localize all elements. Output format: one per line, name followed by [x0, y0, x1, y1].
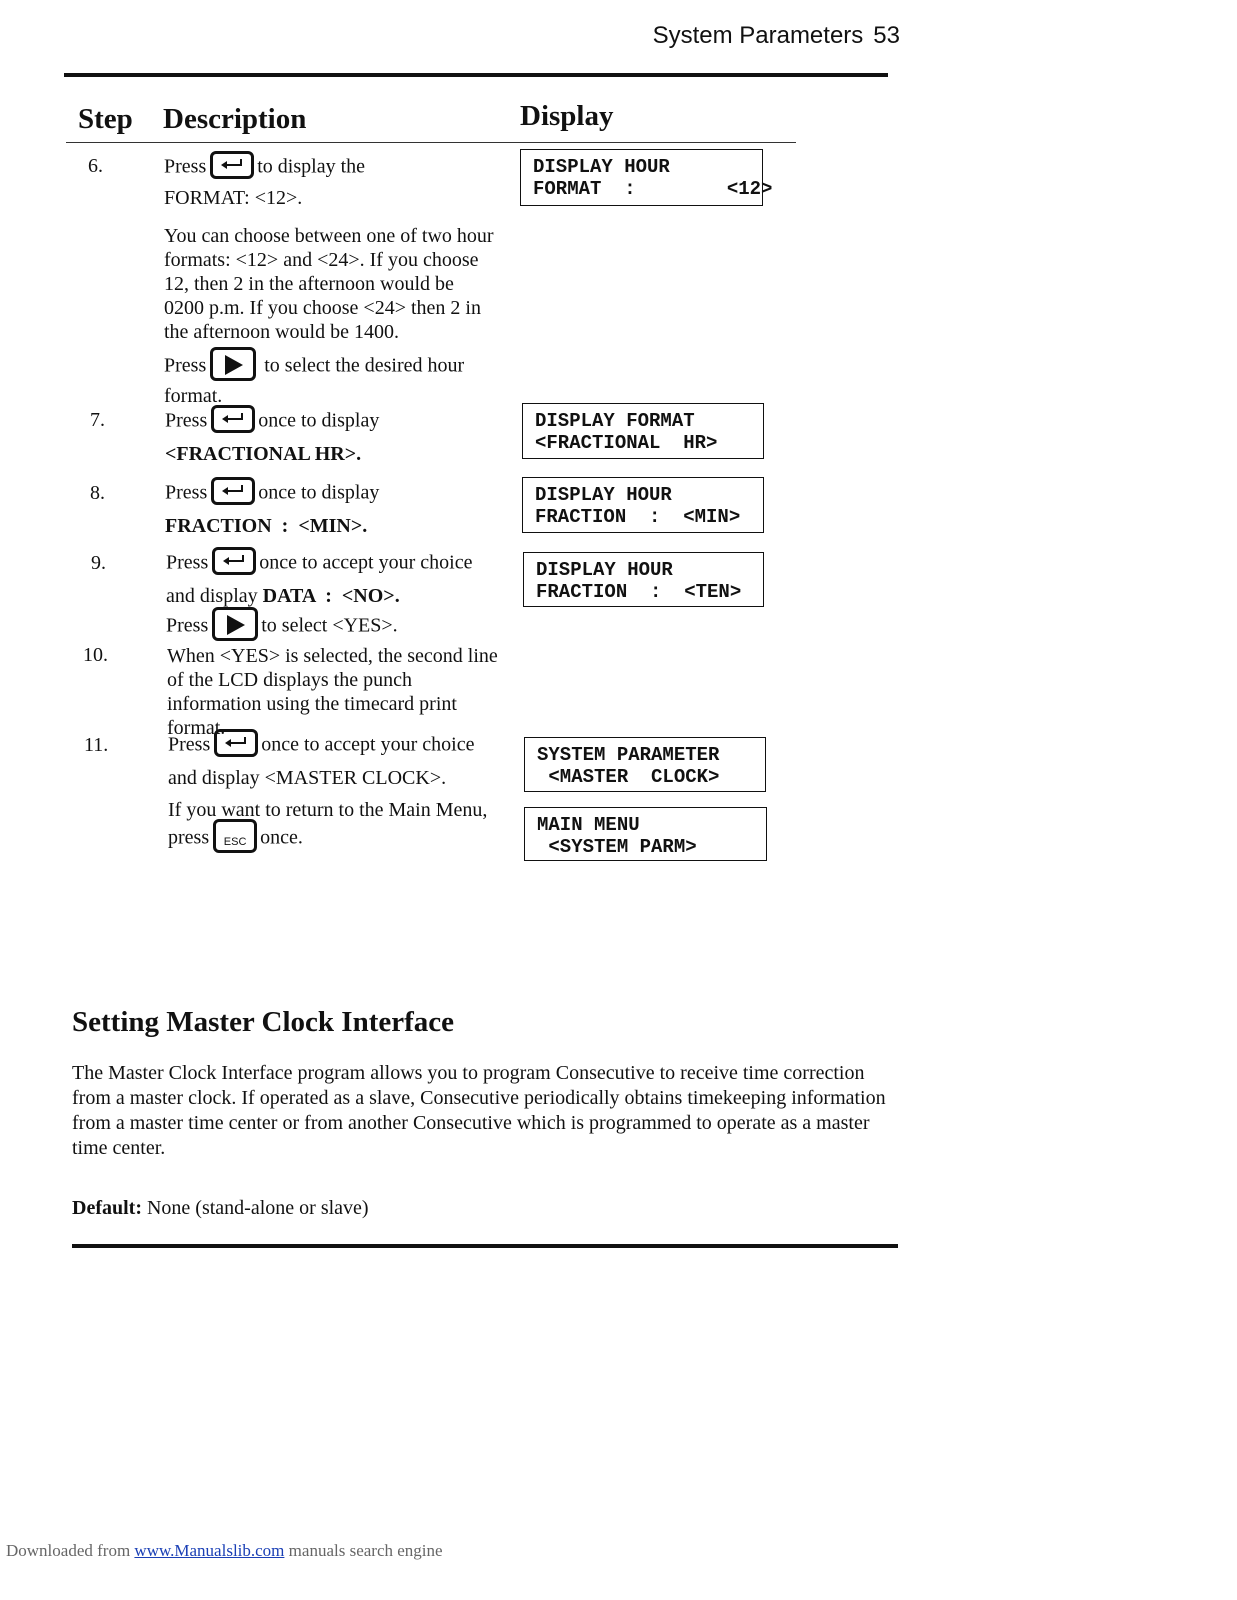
step-number-7: 7. [90, 409, 105, 431]
step-number-8: 8. [90, 482, 105, 504]
header-rule [64, 73, 888, 77]
page-number: 53 [873, 22, 900, 49]
press-text: Press [164, 354, 207, 377]
default-label: Default: [72, 1197, 142, 1219]
step-number-6: 6. [88, 155, 103, 177]
step-11-line-4 [168, 822, 508, 856]
step-9-line-3 [166, 610, 506, 644]
esc-key-label: ESC [223, 836, 247, 848]
lcd-line-1: DISPLAY HOUR [533, 156, 670, 178]
enter-key-icon [212, 547, 256, 575]
step-6-line-1 [164, 154, 504, 182]
lcd-line-2: <FRACTIONAL HR> [535, 432, 718, 454]
step-11-line-2: and display <MASTER CLOCK>. [168, 767, 447, 789]
step-9-display-text: and display [166, 585, 258, 607]
step-6-explanation: You can choose between one of two hour formats: <12> and <24>. If you choose 12, then 2 in the afternoon would be 0200 p.m. If you choose <24> then 2 in the afternoon would be 1400. [164, 225, 494, 343]
step-8-target: FRACTION : <MIN>. [165, 515, 368, 537]
step-7-description [165, 408, 505, 466]
lcd-display-hour-fraction-min [522, 477, 764, 533]
lcd-line-1: DISPLAY HOUR [535, 484, 672, 506]
step-9-data-target: DATA : <NO>. [262, 585, 400, 607]
press-text: Press [168, 733, 211, 756]
default-line [72, 1197, 369, 1220]
step-9-instruction: once to accept your choice [259, 551, 473, 574]
step-9-line-2 [166, 584, 506, 608]
step-11-line-3: If you want to return to the Main Menu, [168, 799, 488, 821]
lcd-line-1: SYSTEM PARAMETER [537, 744, 720, 766]
step-8-instruction: once to display [258, 481, 380, 504]
enter-key-icon [214, 729, 258, 757]
step-number-10: 10. [83, 644, 108, 666]
display-column-header: Display [520, 100, 614, 132]
lcd-system-parameter [524, 737, 766, 792]
section-name: System Parameters [652, 22, 864, 49]
step-6-format: FORMAT: <12>. [164, 187, 303, 209]
step-11-instruction: once to accept your choice [261, 733, 475, 756]
section-title: Setting Master Clock Interface [72, 1006, 454, 1038]
lcd-line-2: FORMAT : <12> [533, 178, 773, 200]
lcd-display-hour-format [520, 149, 773, 206]
step-11-description [168, 732, 508, 856]
right-arrow-key-icon [212, 607, 258, 641]
press-text: Press [165, 481, 208, 504]
press-text: Press [165, 409, 208, 432]
manualslib-link[interactable]: www.Manualslib.com [134, 1541, 285, 1560]
download-footer [6, 1541, 443, 1561]
default-value: None (stand-alone or slave) [146, 1197, 369, 1219]
lcd-display-format [522, 403, 764, 459]
step-8-description [165, 480, 505, 538]
press-text: Press [166, 614, 209, 637]
press-text: Press [164, 155, 207, 178]
esc-key-icon [213, 819, 257, 853]
step-6-instruction: to display the [257, 155, 365, 178]
step-6-select-instruction: to select the desired hour [264, 354, 465, 377]
lcd-line-1: DISPLAY FORMAT [535, 410, 695, 432]
step-6-description [164, 154, 504, 408]
step-column-header: Step [78, 103, 133, 135]
footer-rule [72, 1244, 898, 1248]
lcd-line-1: MAIN MENU [537, 814, 640, 836]
step-9-select-yes: to select <YES>. [261, 614, 398, 637]
enter-key-icon [211, 405, 255, 433]
step-10-description: When <YES> is selected, the second line of the LCD displays the punch information using the timecard print format. [167, 645, 498, 739]
step-7-instruction: once to display [258, 409, 380, 432]
description-column-header: Description [163, 103, 307, 135]
lcd-main-menu [524, 807, 767, 861]
section-body: The Master Clock Interface program allows you to program Consecutive to receive time correction from a master clock. If operated as a slave, Consecutive periodically obtains timekeeping information from a master time center or from another Consecutive which is programmed to operate as a master time center. [72, 1062, 886, 1159]
step-6-select-end: format. [164, 385, 223, 407]
lcd-line-2: <MASTER CLOCK> [537, 766, 720, 788]
footer-suffix: manuals search engine [288, 1541, 443, 1560]
enter-key-icon [210, 151, 254, 179]
lcd-line-2: <SYSTEM PARM> [537, 836, 697, 858]
lcd-line-1: DISPLAY HOUR [536, 559, 673, 581]
step-7-target: <FRACTIONAL HR>. [165, 443, 362, 465]
press-text: press [168, 826, 210, 849]
footer-prefix: Downloaded from [6, 1541, 131, 1560]
lcd-line-2: FRACTION : <TEN> [536, 581, 742, 603]
page-header [600, 22, 900, 50]
step-6-line-select [164, 350, 504, 384]
table-header-rule [66, 142, 796, 143]
step-number-11: 11. [84, 734, 109, 756]
step-number-9: 9. [91, 552, 106, 574]
lcd-line-2: FRACTION : <MIN> [535, 506, 741, 528]
right-arrow-key-icon [210, 347, 256, 381]
step-9-description [166, 550, 506, 644]
enter-key-icon [211, 477, 255, 505]
press-text: Press [166, 551, 209, 574]
step-11-once: once. [260, 826, 303, 849]
lcd-display-hour-fraction-ten [523, 552, 764, 607]
